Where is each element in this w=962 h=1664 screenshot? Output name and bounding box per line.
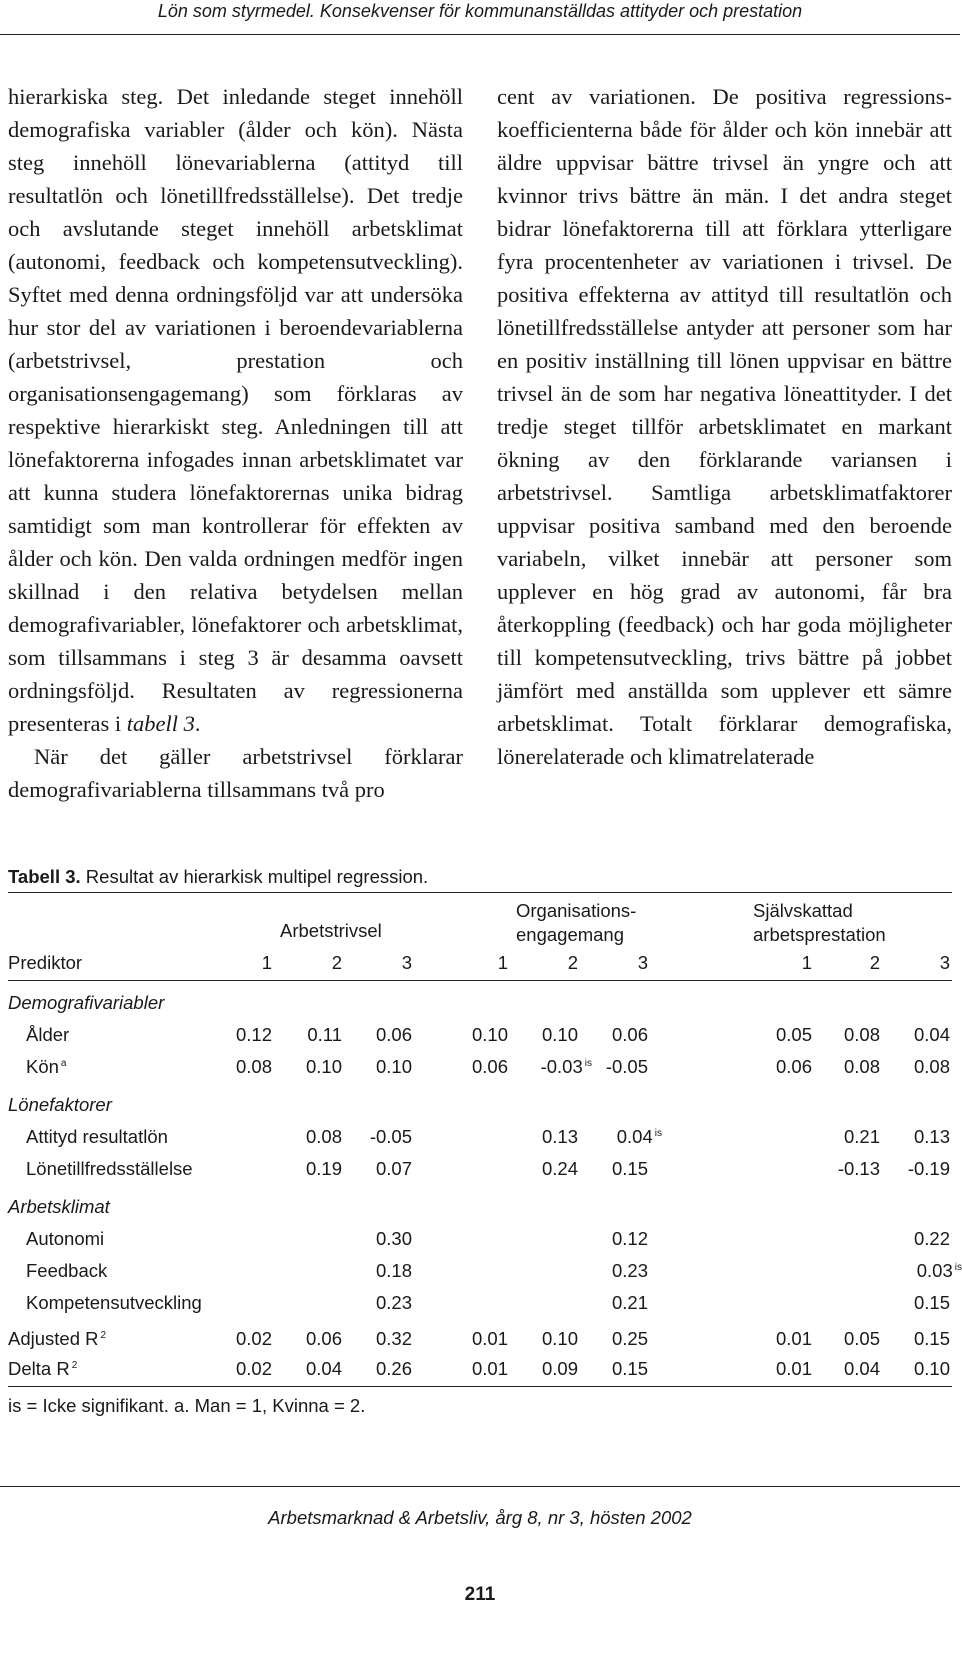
significance-marker: is: [654, 1128, 662, 1139]
table-row-kompetensutveckling: [8, 1290, 952, 1316]
page-number: 211: [464, 1584, 496, 1605]
table-cell: 0.10: [541, 1328, 578, 1349]
running-title: Lön som styrmedel. Konsekvenser för kommunanställdas attityder och prestation: [157, 1, 803, 21]
table-cell: 0.32: [375, 1328, 412, 1349]
table-cell: 0.10: [541, 1024, 578, 1045]
table-row-adjusted-r2: [8, 1326, 952, 1352]
table-cell: 0.15: [913, 1328, 950, 1349]
table-cell: -0.05: [369, 1126, 412, 1147]
table-row-attityd-resultatlon: [8, 1124, 952, 1150]
table-cell: 0.25: [611, 1328, 648, 1349]
table-cell-value: 0.04: [616, 1126, 653, 1147]
significance-marker: is: [954, 1262, 962, 1273]
table-caption: [8, 866, 428, 888]
table-cell: 0.21: [611, 1292, 648, 1313]
table-cell: 0.26: [375, 1358, 412, 1379]
table-cell: 0.10: [375, 1056, 412, 1077]
journal-citation: Arbetsmarknad & Arbetsliv, årg 8, nr 3, hösten 2002: [268, 1507, 692, 1528]
table-row-autonomi: [8, 1226, 952, 1252]
section-arbetsklimat: Arbetsklimat: [8, 1196, 110, 1217]
table-cell: 0.24: [541, 1158, 578, 1179]
table-cell: -0.05: [605, 1056, 648, 1077]
table-note: is = Icke signifikant. a. Man = 1, Kvinna = 2.: [8, 1395, 366, 1416]
row-label: [8, 1326, 106, 1352]
row-label: Attityd resultatlön: [26, 1126, 168, 1147]
table-cell: 0.15: [913, 1292, 950, 1313]
row-label: Lönetillfredsställelse: [26, 1158, 193, 1179]
left-column: [8, 80, 463, 806]
footer-rule: [0, 1486, 960, 1487]
table-cell: 0.13: [913, 1126, 950, 1147]
table-cell: 0.10: [305, 1056, 342, 1077]
table-cell: 0.15: [611, 1358, 648, 1379]
table-cell: 0.21: [843, 1126, 880, 1147]
step-label: 1: [497, 952, 508, 973]
table-reference: tabell 3: [126, 711, 195, 736]
table-cell: 0.04: [305, 1358, 342, 1379]
step-label: 1: [801, 952, 812, 973]
table-cell: 0.02: [235, 1328, 272, 1349]
step-label: 2: [869, 952, 880, 973]
row-label-text: Adjusted R: [8, 1328, 99, 1349]
table-cell: 0.22: [913, 1228, 950, 1249]
table-cell: 0.30: [375, 1228, 412, 1249]
table-cell: 0.04: [843, 1358, 880, 1379]
table-cell: 0.02: [235, 1358, 272, 1379]
running-header: [0, 0, 960, 42]
row-label: Autonomi: [26, 1228, 105, 1249]
row-label: Kompetensutveckling: [26, 1292, 202, 1313]
step-label: 1: [261, 952, 272, 973]
step-label: 3: [939, 952, 950, 973]
table-cell: 0.06: [471, 1056, 508, 1077]
table-cell: 0.01: [471, 1358, 508, 1379]
table-cell: 0.06: [775, 1056, 812, 1077]
table-caption-label: Tabell 3.: [8, 866, 81, 887]
table-cell: 0.01: [775, 1328, 812, 1349]
table-row-alder: [8, 1022, 952, 1048]
column-header-row: [8, 950, 952, 976]
table-cell: 0.01: [775, 1358, 812, 1379]
footnote-marker: a: [60, 1058, 67, 1069]
left-paragraph-1-end: .: [194, 711, 201, 736]
left-paragraph-1-text: hierarkiska steg. Det inledande steget innehöll demografiska variabler (ålder och kön). Nästa steg innehöll lönevariablerna (attityd till resultatlön och lönetillfredsställelse). Det tredje och avslutande steget innehöll arbetsklimat (autonomi, feedback och kompetensutveckling). Syftet med denna ordningsföljd var att undersöka hur stor del av variationen i beroendevariablerna (arbetstrivsel, prestation och organisationsengagemang) som förklaras av respektive hierarkiskt steg. Anledningen till att lönefaktorerna infogades innan arbetsklimatet var att kunna studera lönefaktorernas unika bidrag samtidigt som man kontrollerar för effekten av ålder och kön. Den valda ordningen medför ingen skillnad i den relativa betydelsen mellan demografivariabler, lönefaktorer och arbetsklimat, som tillsammans i steg 3 är desamma oavsett ordningsföljd. Resultaten av regressionerna presenteras i: [8, 84, 463, 736]
table-cell: 0.18: [375, 1260, 412, 1281]
row-label: [8, 1356, 77, 1382]
group-header-sjalvskattad-line1: Självskattad: [753, 900, 853, 921]
row-label: Feedback: [26, 1260, 108, 1281]
table-top-rule: [8, 892, 952, 893]
step-label: 3: [637, 952, 648, 973]
group-header-arbetstrivsel: Arbetstrivsel: [280, 920, 382, 941]
exponent: 2: [100, 1330, 107, 1341]
section-demografivariabler: Demografivariabler: [8, 992, 165, 1013]
table-cell: 0.23: [611, 1260, 648, 1281]
significance-marker: is: [584, 1058, 592, 1069]
table-caption-text: Resultat av hierarkisk multipel regression.: [80, 866, 429, 887]
header-bottom-rule: [8, 980, 952, 981]
table-row-delta-r2: [8, 1356, 952, 1382]
table-cell: 0.05: [775, 1024, 812, 1045]
table-cell: 0.08: [843, 1056, 880, 1077]
table-cell: [617, 1124, 662, 1150]
row-label-text: Delta R: [8, 1358, 70, 1379]
table-cell: 0.08: [305, 1126, 342, 1147]
table-cell: 0.11: [307, 1024, 342, 1045]
table-cell: 0.10: [471, 1024, 508, 1045]
table-cell: 0.19: [305, 1158, 342, 1179]
group-header-organisation-line2: engagemang: [516, 924, 625, 945]
body-columns: [8, 80, 952, 860]
section-lonefaktorer: Lönefaktorer: [8, 1094, 112, 1115]
table-cell: 0.08: [913, 1056, 950, 1077]
table-bottom-rule: [8, 1386, 952, 1387]
right-paragraph-1: cent av variationen. De positiva regressionskoefficienterna både för ålder och kön innebär att äldre uppvisar bättre trivsel än yngre och att kvinnor trivs bättre än män. I det andra steget bidrar lönefaktorerna till att förklara ytterligare fyra procentenheter av variationen i trivsel. De positiva effekterna av attityd till resultatlön och lönetillfredsställelse antyder att personer som har en positiv inställning till lönen uppvisar en bättre trivsel än de som har negativa löneattityder. I det tredje steget tillför arbetsklimatet en markant ökning av den förklarande variansen i arbetstrivsel. Samtliga arbetsklimatfaktorer uppvisar positiva samband med den beroende variabeln, vilket innebär att personer som upplever en hög grad av autonomi, får bra återkoppling (feedback) och har goda möjligheter till kompetensutveckling, trivs bättre på jobbet jämfört med anställda som upplever ett sämre arbetsklimat. Totalt förklarar demografiska, lönerelaterade och klimatrelaterade: [497, 84, 952, 769]
row-label-text: Kön: [26, 1056, 59, 1077]
table-cell: 0.10: [913, 1358, 950, 1379]
table-cell: 0.23: [375, 1292, 412, 1313]
table-cell: 0.06: [305, 1328, 342, 1349]
table-cell: 0.07: [375, 1158, 412, 1179]
table-cell-value: 0.03: [916, 1260, 953, 1281]
table-row-lonetillfredsstallelse: [8, 1156, 952, 1182]
exponent: 2: [71, 1360, 78, 1371]
right-column: [497, 80, 952, 773]
header-rule: [0, 34, 960, 35]
table-cell: 0.12: [611, 1228, 648, 1249]
row-label: Ålder: [26, 1024, 70, 1045]
table-cell: [541, 1054, 592, 1080]
table-cell: 0.12: [235, 1024, 272, 1045]
table-cell: 0.06: [375, 1024, 412, 1045]
table-cell: 0.13: [541, 1126, 578, 1147]
row-label: [26, 1054, 66, 1080]
left-paragraph-2: När det gäller arbetstrivsel förklarar demografivariablerna tillsammans två pro: [8, 744, 463, 802]
table-cell: 0.08: [843, 1024, 880, 1045]
group-header-organisation-line1: Organisations-: [516, 900, 637, 921]
step-label: 2: [567, 952, 578, 973]
table-row-kon: [8, 1054, 952, 1080]
predictor-header: Prediktor: [8, 952, 83, 973]
group-header-sjalvskattad-line2: arbetsprestation: [753, 924, 886, 945]
table-cell: 0.08: [235, 1056, 272, 1077]
table-cell: 0.01: [471, 1328, 508, 1349]
table-cell: 0.15: [611, 1158, 648, 1179]
table-cell: [917, 1258, 962, 1284]
table-cell-value: -0.03: [540, 1056, 583, 1077]
table-cell: 0.05: [843, 1328, 880, 1349]
step-label: 3: [401, 952, 412, 973]
step-label: 2: [331, 952, 342, 973]
table-cell: -0.13: [837, 1158, 880, 1179]
table-row-feedback: [8, 1258, 962, 1284]
left-paragraph-1: [8, 80, 463, 740]
table-cell: 0.04: [913, 1024, 950, 1045]
table-cell: -0.19: [907, 1158, 950, 1179]
table-cell: 0.09: [541, 1358, 578, 1379]
table-cell: 0.06: [611, 1024, 648, 1045]
